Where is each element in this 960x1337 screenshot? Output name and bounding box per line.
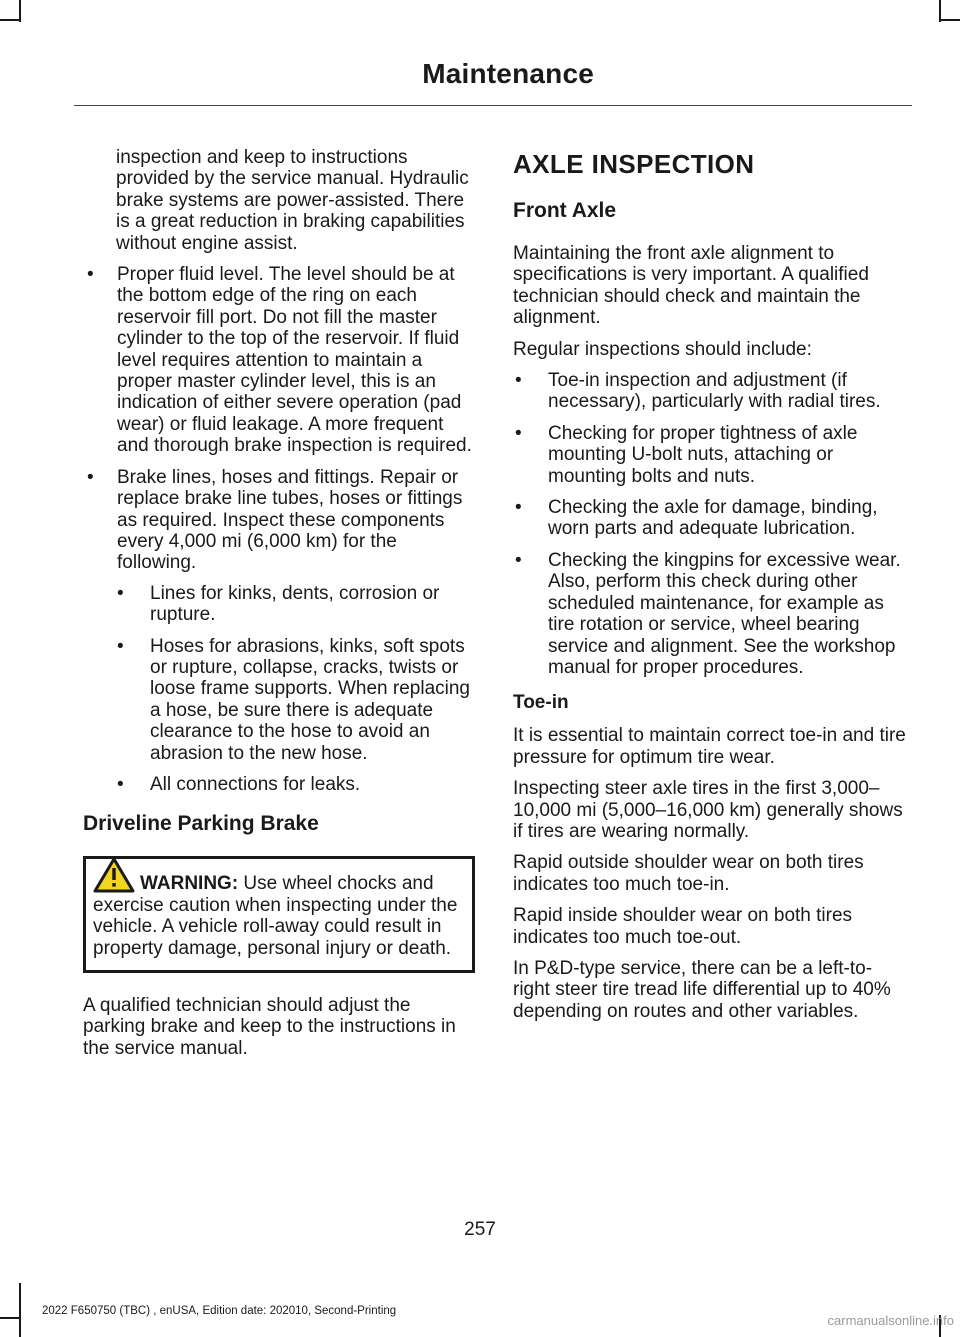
crop-mark: [19, 1283, 21, 1337]
list-item: • Checking the kingpins for excessive wear. Also, perform this check during other scheduled maintenance, for example as tire rotation or service, wheel bearing service and alignment. See the workshop manual for proper procedures.: [513, 550, 908, 678]
paragraph: It is essential to maintain correct toe-in and tire pressure for optimum tire wear.: [513, 725, 906, 768]
parking-brake-paragraph: A qualified technician should adjust the parking brake and keep to the instructions in the service manual.: [83, 995, 456, 1059]
section-title-axle-inspection: AXLE INSPECTION: [513, 149, 755, 179]
warning-triangle-icon: [93, 857, 139, 893]
page-number: 257: [464, 1219, 496, 1240]
sub-list-item: • All connections for leaks.: [117, 774, 475, 795]
list-item: • Toe-in inspection and adjustment (if necessary), particularly with radial tires.: [513, 370, 908, 413]
warning-label: WARNING:: [140, 873, 239, 895]
left-column: [83, 147, 475, 1069]
crop-mark: [0, 19, 20, 21]
list-item: • Proper fluid level. The level should be at the bottom edge of the ring on each reservoir fill port. Do not fill the master cylinder to the top of the reservoir. If fluid level requires attention to maintain a proper master cylinder level, this is an indication of either severe operation (pad wear) or fluid leakage. A more frequent and thorough brake inspection is required.: [83, 264, 475, 457]
regular-inspections-paragraph: Regular inspections should include:: [513, 338, 812, 360]
header-divider: [74, 105, 912, 106]
sub-list: [117, 583, 475, 796]
paragraph: Rapid inside shoulder wear on both tires indicates too much toe-out.: [513, 905, 853, 948]
list-item: • Checking the axle for damage, binding, worn parts and adequate lubrication.: [513, 497, 908, 540]
footer-edition-info: 2022 F650750 (TBC) , enUSA, Edition date: 202010, Second-Printing: [42, 1305, 397, 1317]
paragraph: In P&D-type service, there can be a left-to-right steer tire tread life differential up to 40% depending on routes and other variables.: [513, 957, 891, 1022]
continued-paragraph: inspection and keep to instructions provided by the service manual. Hydraulic brake systems are power-assisted. There is a great reduction in braking capabilities without engine assist.: [116, 147, 469, 254]
crop-mark: [940, 19, 960, 21]
right-column: [513, 147, 908, 1032]
axle-inspection-list: [513, 370, 908, 678]
warning-box: [83, 856, 475, 973]
sub-list-item: • Hoses for abrasions, kinks, soft spots or rupture, collapse, cracks, twists or loose frame supports. When replacing a hose, be sure there is adequate clearance to the hose to avoid an abrasion to the new hose.: [117, 636, 475, 764]
page-header-title: Maintenance: [422, 58, 594, 89]
list-item-text: Brake lines, hoses and fittings. Repair or replace brake line tubes, hoses or fittings as required. Inspect these components every 4,000 mi (6,000 km) for the following.: [117, 466, 463, 574]
subheading-front-axle: Front Axle: [513, 199, 617, 222]
intro-paragraph: Maintaining the front axle alignment to specifications is very important. A qualified technician should check and maintain the alignment.: [513, 243, 869, 329]
section-heading-parking-brake: Driveline Parking Brake: [83, 812, 319, 836]
list-item: • Checking for proper tightness of axle mounting U-bolt nuts, attaching or mounting bolts and nuts.: [513, 423, 908, 487]
subheading-toe-in: Toe-in: [513, 692, 569, 714]
watermark: carmanualsonline.info: [827, 1313, 954, 1328]
crop-mark: [0, 1317, 20, 1319]
paragraph: Rapid outside shoulder wear on both tires indicates too much toe-in.: [513, 852, 864, 895]
brake-inspection-list: [83, 264, 475, 795]
warning-text: Use wheel chocks and exercise caution when inspecting under the vehicle. A vehicle roll-away could result in property damage, personal injury or death.: [93, 873, 458, 959]
warning-icon-slot: [93, 869, 140, 891]
paragraph: Inspecting steer axle tires in the first 3,000–10,000 mi (5,000–16,000 km) generally shows if tires are wearing normally.: [513, 778, 903, 842]
list-item: [83, 467, 475, 796]
sub-list-item: • Lines for kinks, dents, corrosion or rupture.: [117, 583, 475, 626]
